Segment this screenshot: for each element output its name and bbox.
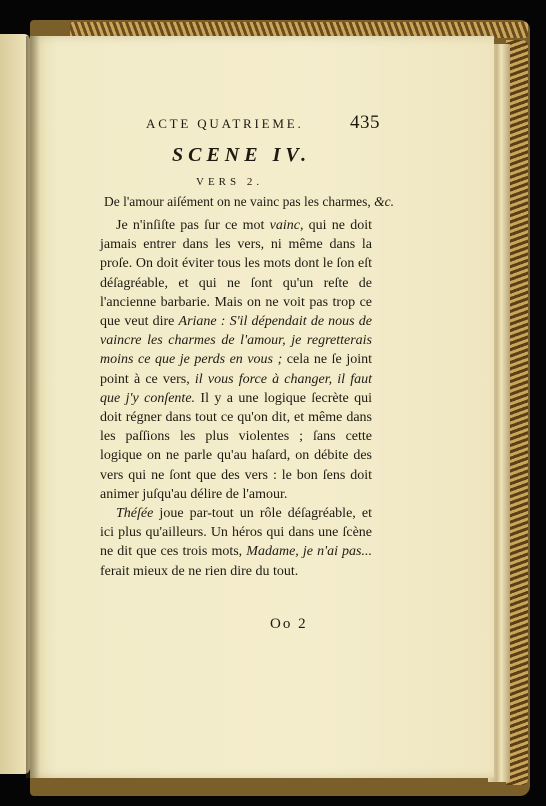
paragraph-1-text-4: Il y a une logique ſecrète qui doit régner dans tout ce qu'on dit, et même dans les paſſions les plus violentes ; ſans cette logique on ne parle qu'au haſard, on débite des vers qui ne ſont que des vers : le bon ſens doit animer juſqu'au délire de l'amour. <box>100 390 372 502</box>
paragraph-1-text-2: , qui ne doit jamais entrer dans les vers, ni même dans la proſe. On doit éviter tous les mots dont le ſon eſt déſagréable, et qui ne ſont qu'un reſte de l'ancienne barbarie. Mais on ne voit pas trop ce que veut dire <box>100 218 372 330</box>
running-header: ACTE QUATRIEME. <box>146 116 304 131</box>
scene-title: SCENE IV. <box>172 144 312 166</box>
commentary-body <box>100 216 372 581</box>
paragraph-1-text-1: Je n'inſiſte pas ſur ce mot <box>116 218 270 233</box>
signature-mark: Oo 2 <box>270 616 308 632</box>
paragraph-1-italic-3: il vous force à changer, il faut que j'y conſente. <box>100 371 372 406</box>
paragraph-1-italic-2: Ariane : S'il dépendait de nous de vaincre les charmes de l'amour, je regretterais moins ce que je perds en vous ; <box>100 314 372 368</box>
gutter-shadow <box>26 36 40 778</box>
verse-quote <box>104 194 394 210</box>
paragraph-2-text-2: ferait mieux de ne rien dire du tout. <box>100 563 299 579</box>
verse-quote-text: De l'amour aiſément on ne vainc pas les charmes, <box>104 194 371 209</box>
paragraph-1-text-3: cela ne ſe joint point à ce vers, <box>100 352 372 387</box>
page-number: 435 <box>350 112 380 133</box>
paragraph-1 <box>100 216 372 504</box>
paragraph-2 <box>100 504 372 581</box>
verse-quote-etc: &c. <box>374 194 394 209</box>
verse-label: VERS 2. <box>196 176 264 188</box>
paragraph-1-italic-1: vainc <box>269 218 300 233</box>
paragraph-2-italic-2: Madame, je n'ai pas... <box>246 544 373 560</box>
paragraph-2-italic-1: Théſée <box>116 506 154 522</box>
paragraph-2-text-1: joue par-tout un rôle déſagréable, et ici plus qu'ailleurs. Un héros qui dans une ſcène ne dit que ces trois mots, <box>100 506 372 560</box>
